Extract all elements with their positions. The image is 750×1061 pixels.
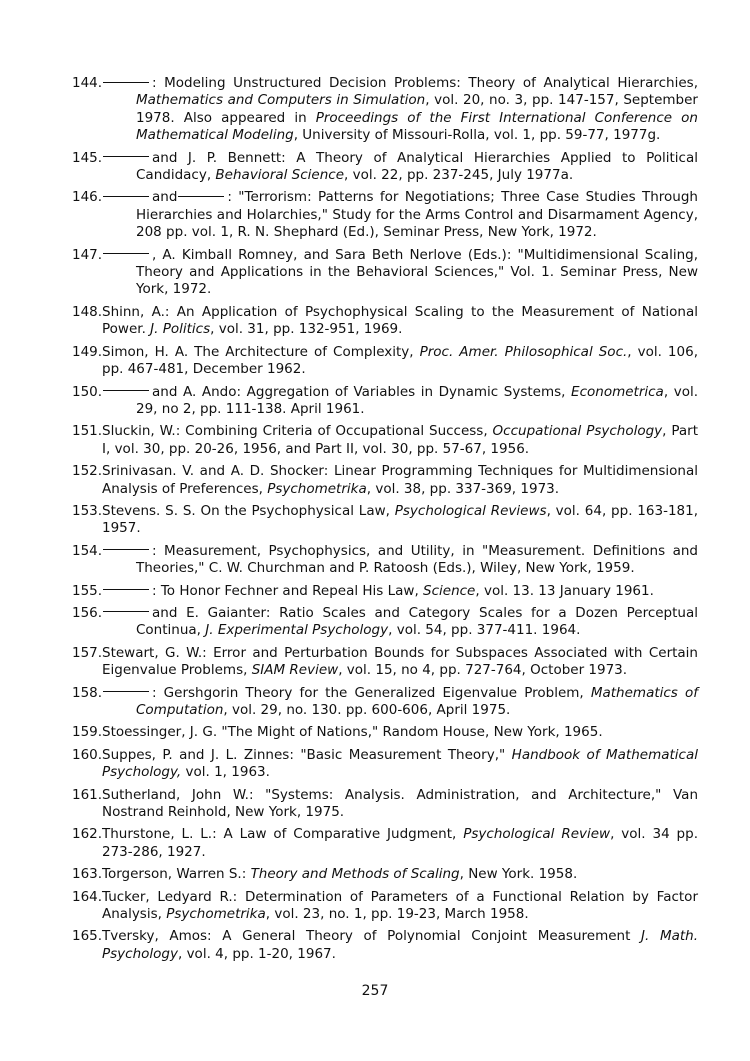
reference-entry [72,344,698,379]
reference-text [102,787,698,822]
reference-title-italic: Theory and Methods of Scaling [250,866,460,883]
reference-title-italic: Proceedings of the First International Conference on Mathematical Modeling [136,109,698,144]
reference-segment: , vol. 22, pp. 237-245, July 1977a. [344,167,574,184]
reference-entry [72,787,698,822]
reference-entry [72,685,698,720]
reference-entry [72,928,698,963]
reference-segment: , vol. 54, pp. 377-411. 1964. [388,622,581,639]
reference-segment: , vol. 13. 13 January 1961. [475,582,654,599]
reference-segment: Sutherland, John W.: "Systems: Analysis. Administration, and Architecture," Van Nostrand Reinhold, New York, 1975. [102,786,698,821]
reference-text [102,189,698,241]
reference-number: 153. [72,502,103,519]
reference-title-italic: J. Politics [150,321,211,338]
ditto-dash [103,253,149,254]
ditto-dash [103,196,149,197]
reference-segment: Suppes, P. and J. L. Zinnes: "Basic Measurement Theory," [102,746,512,763]
reference-title-italic: Mathematics of Computation [136,684,698,718]
reference-title-italic: J. Experimental Psychology [205,622,389,639]
reference-segment: , vol. 29, no 2, pp. 111-138. April 1961. [136,383,699,417]
reference-segment: Tucker, Ledyard R.: Determination of Parameters of a Functional Relation by Factor Analysis, [102,888,698,923]
reference-title-italic: SIAM Review [251,662,339,679]
reference-entry [72,826,698,861]
ditto-dash [103,611,149,612]
reference-segment: Shinn, A.: An Application of Psychophysical Scaling to the Measurement of National Power. [102,303,698,338]
reference-title-italic: Mathematics and Computers in Simulation [136,92,426,109]
ditto-dash [103,82,149,83]
reference-segment: Stewart, G. W.: Error and Perturbation Bounds for Subspaces Associated with Certain Eigenvalue Problems, [102,644,698,679]
reference-text [102,826,698,861]
reference-entry [72,866,698,883]
reference-segment: Srinivasan. V. and A. D. Shocker: Linear Programming Techniques for Multidimensional Analysis of Preferences, [102,463,698,497]
reference-number: 150. [72,383,103,400]
reference-segment: Stevens. S. S. On the Psychophysical Law, [102,502,395,519]
reference-entry [72,247,698,299]
reference-title-italic: Behavioral Science [215,167,345,184]
reference-text [102,247,698,299]
reference-title-italic: Proc. Amer. Philosophical Soc. [419,343,628,360]
reference-segment: Sluckin, W.: Combining Criteria of Occupational Success, [102,423,493,440]
reference-entry [72,747,698,782]
reference-segment: and E. Gaianter: Ratio Scales and Category Scales for a Dozen Perceptual Continua, [136,604,698,639]
reference-title-italic: Psychological Reviews [394,502,547,519]
reference-text [102,685,698,720]
ditto-dash [103,549,149,550]
reference-segment: , Part I, vol. 30, pp. 20-26, 1956, and Part II, vol. 30, pp. 57-67, 1956. [102,423,699,457]
reference-segment: Tversky, Amos: A General Theory of Polynomial Conjoint Measurement [102,928,642,945]
reference-entry [72,384,698,419]
reference-entry [72,645,698,680]
reference-list [72,75,698,968]
reference-segment: : "Terrorism: Patterns for Negotiations; Three Case Studies Through Hierarchies and Holarchies," Study for the Arms Control and Disarmament Agency, 208 pp. vol. 1, R. N. Shephard (Ed.), Seminar Press, New York, 1972. [136,189,698,241]
reference-text [102,384,698,419]
reference-segment: and [152,189,178,206]
reference-number: 148. [72,303,103,320]
reference-segment: , vol. 34 pp. 273-286, 1927. [102,826,698,860]
reference-number: 163. [72,866,103,883]
reference-text [102,423,698,458]
reference-number: 144. [72,75,103,91]
reference-segment: : To Honor Fechner and Repeal His Law, [152,582,424,599]
reference-segment: Torgerson, Warren S.: [102,866,251,883]
reference-entry [72,304,698,339]
reference-segment: : Gershgorin Theory for the Generalized Eigenvalue Problem, [152,684,591,701]
reference-segment: , New York. 1958. [459,866,578,883]
reference-entry [72,75,698,145]
reference-number: 147. [72,246,103,263]
reference-entry [72,583,698,600]
ditto-dash [103,691,149,692]
reference-number: 149. [72,343,103,360]
reference-text [102,747,698,782]
reference-text [102,150,698,185]
reference-segment: , vol. 20, no. 3, pp. 147-157, September 1978. Also appeared in [136,92,698,126]
reference-segment: , vol. 4, pp. 1-20, 1967. [177,945,336,962]
reference-entry [72,423,698,458]
reference-number: 156. [72,604,103,621]
reference-segment: , vol. 29, no. 130. pp. 600-606, April 1975. [223,702,511,718]
reference-entry [72,503,698,538]
reference-text [102,866,698,883]
reference-segment: vol. 1, 1963. [181,764,270,781]
reference-segment: : Measurement, Psychophysics, and Utility, in "Measurement. Definitions and Theories," C. W. Churchman and P. Ratoosh (Eds.), Wiley, New York, 1959. [136,542,698,577]
reference-entry [72,189,698,241]
reference-entry [72,463,698,498]
reference-number: 157. [72,644,103,661]
ditto-dash [103,390,149,391]
reference-text [102,503,698,538]
reference-title-italic: Handbook of Mathematical Psychology, [102,746,698,781]
ditto-dash [178,196,224,197]
reference-title-italic: J. Math. Psychology [102,928,699,962]
reference-number: 162. [72,826,103,843]
reference-text [102,75,698,145]
reference-title-italic: Psychometrika [166,906,266,923]
reference-number: 159. [72,724,103,741]
reference-text [102,605,698,640]
reference-text [102,583,698,600]
reference-segment: , vol. 23, no. 1, pp. 19-23, March 1958. [265,906,529,923]
reference-segment: , A. Kimball Romney, and Sara Beth Nerlove (Eds.): "Multidimensional Scaling, Theory and Applications in the Behavioral Sciences," Vol. 1. Seminar Press, New York, 1972. [136,246,698,298]
reference-title-italic: Econometrica [571,383,664,400]
reference-number: 151. [72,423,103,440]
reference-text [102,463,698,498]
reference-entry [72,889,698,924]
reference-entry [72,150,698,185]
reference-number: 161. [72,786,103,803]
reference-text [102,344,698,379]
reference-text [102,889,698,924]
reference-segment: , vol. 106, pp. 467-481, December 1962. [102,343,698,378]
reference-entry [72,543,698,578]
reference-entry [72,605,698,640]
reference-text [102,928,698,963]
reference-title-italic: Psychological Review [463,826,611,843]
reference-segment: , vol. 64, pp. 163-181, 1957. [102,502,699,537]
reference-number: 146. [72,189,103,206]
reference-text [102,724,698,741]
reference-number: 155. [72,582,103,599]
reference-number: 145. [72,149,103,166]
reference-segment: and J. P. Bennett: A Theory of Analytical Hierarchies Applied to Political Candidacy, [136,149,698,184]
reference-number: 164. [72,888,103,905]
reference-segment: and A. Ando: Aggregation of Variables in Dynamic Systems, [152,383,572,400]
reference-segment: , vol. 38, pp. 337-369, 1973. [366,480,560,497]
reference-number: 160. [72,746,103,763]
reference-title-italic: Science [423,582,476,599]
reference-title-italic: Occupational Psychology [492,423,663,440]
reference-segment: , University of Missouri-Rolla, vol. 1, pp. 59-77, 1977g. [293,127,661,144]
reference-segment: Stoessinger, J. G. "The Might of Nations," Random House, New York, 1965. [102,724,603,741]
reference-number: 158. [72,684,103,701]
ditto-dash [103,156,149,157]
ditto-dash [103,589,149,590]
reference-text [102,543,698,578]
reference-segment: , vol. 31, pp. 132-951, 1969. [210,321,403,338]
page-number: 257 [361,983,389,999]
reference-number: 154. [72,542,103,559]
reference-text [102,645,698,680]
reference-segment: , vol. 15, no 4, pp. 727-764, October 1973. [338,662,628,679]
reference-segment: : Modeling Unstructured Decision Problems: Theory of Analytical Hierarchies, [152,75,698,91]
reference-number: 165. [72,928,103,945]
reference-text [102,304,698,339]
reference-title-italic: Psychometrika [267,480,367,497]
reference-number: 152. [72,463,103,480]
reference-segment: Simon, H. A. The Architecture of Complexity, [102,343,420,360]
reference-segment: Thurstone, L. L.: A Law of Comparative Judgment, [102,826,464,843]
reference-entry [72,724,698,741]
